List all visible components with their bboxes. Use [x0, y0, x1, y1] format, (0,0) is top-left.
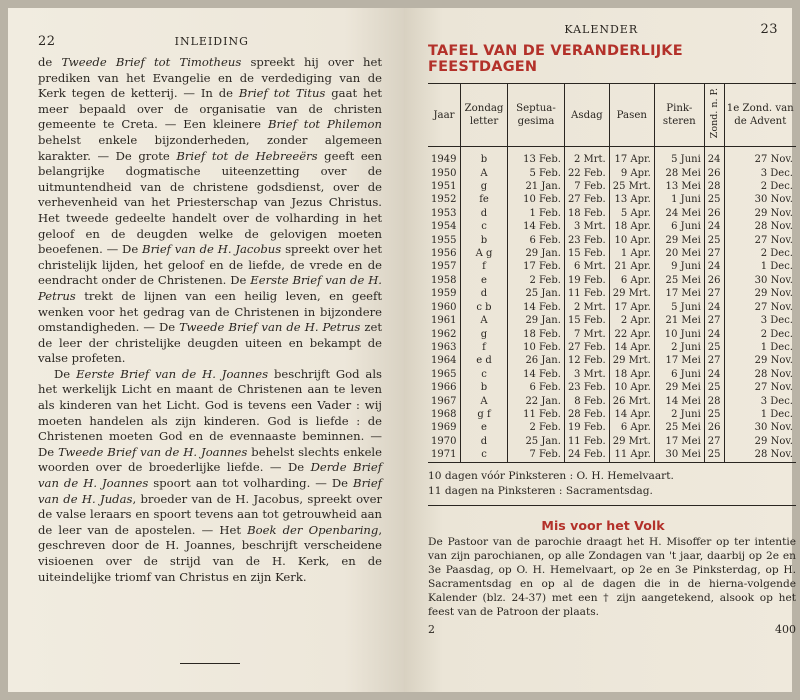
note-ascension: 10 dagen vóór Pinksteren : O. H. Hemelvaart.	[428, 469, 674, 482]
table-cell: 29 Mei	[654, 381, 704, 394]
table-cell: 11 Feb.	[508, 408, 565, 421]
table-cell: 2 Mrt.	[564, 301, 609, 314]
table-cell: 12 Feb.	[564, 354, 609, 367]
table-cell: 29 Mrt.	[609, 354, 654, 367]
table-cell: 29 Mrt.	[609, 287, 654, 300]
left-page	[8, 8, 404, 692]
table-cell: 2 Juni	[654, 341, 704, 354]
table-cell: 27	[704, 354, 724, 367]
column-header: 1e Zond. van de Advent	[724, 84, 796, 147]
italic-title-run: Brief tot de Hebreeërs	[176, 148, 318, 163]
table-cell: 14 Apr.	[609, 341, 654, 354]
table-cell: 24	[704, 220, 724, 233]
table-row	[428, 368, 796, 381]
mis-section-title: Mis voor het Volk	[541, 518, 665, 534]
table-cell: 1964	[431, 355, 457, 367]
table-cell: 26 Jan.	[508, 354, 565, 367]
feast-table	[428, 83, 796, 463]
text-run: , geschreven door de H. Joannes, beschrijft verscheidene visioenen over de strijd van de H. Kerk, en de uiteindelijke triomf van Christus en zijn Kerk.	[38, 522, 382, 584]
table-cell: 25	[704, 381, 724, 394]
table-cell: 1961	[431, 315, 457, 327]
table-cell: 27	[704, 314, 724, 327]
table-cell: 22 Jan.	[508, 395, 565, 408]
column-header: Zondag letter	[461, 84, 508, 147]
table-row	[428, 314, 796, 327]
table-cell: 14 Feb.	[508, 301, 565, 314]
table-cell: 25 Mei	[654, 274, 704, 287]
left-page-number: 22	[38, 34, 56, 49]
table-cell: 23 Feb.	[564, 381, 609, 394]
table-cell: 24 Mei	[654, 207, 704, 220]
table-cell: 15 Feb.	[564, 247, 609, 260]
text-run: behelst slechts enkele woorden over de broederlijke liefde. — De	[38, 444, 383, 475]
table-cell: 1950	[431, 167, 457, 179]
table-cell: 2 Feb.	[508, 421, 565, 434]
table-cell: 1 Juni	[654, 193, 704, 206]
table-row	[428, 180, 796, 193]
table-cell: 14 Apr.	[609, 408, 654, 421]
table-cell: 21 Apr.	[609, 260, 654, 273]
table-row	[428, 421, 796, 434]
table-cell: 25 Jan.	[508, 287, 565, 300]
table-cell: 17 Feb.	[508, 260, 565, 273]
table-cell: 26	[704, 274, 724, 287]
table-cell: 18 Feb.	[564, 207, 609, 220]
text-run: gaat het meer bepaald over de organisatie van de christen gemeente te Creta. — Een kleinere	[38, 86, 382, 132]
table-row	[428, 408, 796, 421]
table-cell: 1956	[431, 248, 457, 260]
text-run: zet de leer der christelijke deugden uiteen en bekampt de valse profeten.	[38, 320, 382, 366]
table-cell: 10 Apr.	[609, 234, 654, 247]
table-cell: 29 Mei	[654, 234, 704, 247]
text-run: behelst enkele bijzonderheden, zonder algemeen karakter. — De grote	[38, 132, 382, 163]
table-cell: 11 Apr.	[609, 448, 654, 462]
table-cell: 1954	[431, 221, 457, 233]
table-cell: g f	[461, 408, 508, 421]
table-cell: 29 Nov.	[724, 207, 796, 220]
table-cell: 18 Feb.	[508, 328, 565, 341]
table-cell: 13 Feb.	[508, 147, 565, 167]
table-cell: 1 Dec.	[724, 341, 796, 354]
table-cell: 6 Apr.	[609, 274, 654, 287]
table-cell: 6 Mrt.	[564, 260, 609, 273]
table-cell: c	[461, 368, 508, 381]
table-cell: 22 Apr.	[609, 328, 654, 341]
table-cell: 2 Dec.	[724, 328, 796, 341]
table-cell: 21 Mei	[654, 314, 704, 327]
table-cell: d	[461, 287, 508, 300]
table-cell: 28 Nov.	[724, 220, 796, 233]
table-cell: 5 Feb.	[508, 167, 565, 180]
table-cell: 29 Nov.	[724, 287, 796, 300]
table-cell: 9 Apr.	[609, 167, 654, 180]
table-row	[428, 435, 796, 448]
table-cell: 25 Jan.	[508, 435, 565, 448]
table-cell: 26	[704, 207, 724, 220]
table-row	[428, 328, 796, 341]
feast-table-body	[428, 147, 796, 462]
paragraph	[38, 55, 382, 367]
table-cell: 14 Mei	[654, 395, 704, 408]
table-cell: 6 Juni	[654, 220, 704, 233]
table-cell: 1958	[431, 274, 457, 286]
table-cell: 27 Feb.	[564, 193, 609, 206]
table-cell: 25 Mrt.	[609, 180, 654, 193]
table-notes	[428, 469, 778, 499]
table-cell: 5 Juni	[654, 301, 704, 314]
table-cell: 2 Dec.	[724, 180, 796, 193]
table-cell: 13 Apr.	[609, 193, 654, 206]
table-row	[428, 247, 796, 260]
table-cell: 10 Apr.	[609, 381, 654, 394]
table-cell: c b	[461, 301, 508, 314]
table-row	[428, 167, 796, 180]
italic-title-run: Boek der Openbaring	[247, 522, 379, 537]
table-row	[428, 193, 796, 206]
divider-rule	[428, 505, 796, 507]
table-cell: 1959	[431, 288, 457, 300]
table-cell: 30 Nov.	[724, 274, 796, 287]
column-header: Septua-gesima	[508, 84, 565, 147]
table-cell: d	[461, 435, 508, 448]
table-cell: 30 Nov.	[724, 193, 796, 206]
table-cell: 22 Feb.	[564, 167, 609, 180]
text-run: De	[54, 366, 77, 381]
table-cell: 2 Apr.	[609, 314, 654, 327]
signature-mark: 2	[428, 623, 435, 637]
table-cell: 1965	[431, 368, 457, 380]
table-row	[428, 395, 796, 408]
table-cell: 17 Mei	[654, 435, 704, 448]
table-cell: 1963	[431, 341, 457, 353]
left-body-text	[38, 55, 382, 585]
table-cell: 10 Feb.	[508, 193, 565, 206]
table-cell: 1 Apr.	[609, 247, 654, 260]
right-page	[404, 8, 796, 692]
table-cell: 1952	[431, 194, 457, 206]
table-cell: 24	[704, 301, 724, 314]
text-run: , broeder van de H. Jacobus, spreekt over de valse leraars en spoort tevens aan tot getrouwheid aan de leer van de apostelen. — Het	[38, 491, 382, 537]
table-cell: 29 Nov.	[724, 435, 796, 448]
table-cell: 24	[704, 368, 724, 381]
table-cell: 1970	[431, 435, 457, 447]
paragraph	[38, 367, 382, 585]
table-cell: A	[461, 395, 508, 408]
table-cell: 2 Dec.	[724, 247, 796, 260]
right-running-title: KALENDER	[564, 23, 639, 36]
table-cell: 28 Mei	[654, 167, 704, 180]
table-cell: 28	[704, 180, 724, 193]
italic-title-run: Brief tot Philemon	[267, 117, 382, 132]
right-page-number: 23	[760, 22, 778, 37]
table-cell: 29 Jan.	[508, 314, 565, 327]
table-row	[428, 147, 796, 167]
table-cell: e d	[461, 354, 508, 367]
table-cell: 18 Apr.	[609, 368, 654, 381]
feast-table-header	[428, 84, 796, 147]
table-cell: 29 Nov.	[724, 354, 796, 367]
table-cell: 10 Feb.	[508, 341, 565, 354]
table-cell: 1 Dec.	[724, 260, 796, 273]
table-cell: 7 Feb.	[564, 180, 609, 193]
table-cell: 30 Mei	[654, 448, 704, 462]
table-cell: 29 Mrt.	[609, 435, 654, 448]
table-row	[428, 274, 796, 287]
table-cell: 17 Mei	[654, 354, 704, 367]
table-cell: A	[461, 314, 508, 327]
table-cell: 27	[704, 435, 724, 448]
table-cell: b	[461, 234, 508, 247]
column-header: Pink-steren	[654, 84, 704, 147]
table-cell: 3 Dec.	[724, 395, 796, 408]
table-cell: c	[461, 448, 508, 462]
table-cell: 24	[704, 147, 724, 167]
table-cell: 1953	[431, 207, 457, 219]
note-corpus-christi: 11 dagen na Pinksteren : Sacramentsdag.	[428, 484, 653, 497]
table-cell: 1957	[431, 261, 457, 273]
table-cell: 15 Feb.	[564, 314, 609, 327]
italic-title-run: Eerste Brief van de H. Joannes	[76, 366, 269, 381]
table-row	[428, 260, 796, 273]
italic-title-run: Tweede Brief van de H. Joannes	[58, 444, 248, 459]
text-run: de	[38, 55, 62, 69]
table-cell: A	[461, 167, 508, 180]
left-running-head	[38, 34, 382, 49]
column-header-label: Zond. n. P.	[708, 88, 720, 139]
text-run: geeft een belangrijke dogmatische uiteenzetting over de uitmuntendheid van de christene godsdienst, over de verhevenheid van het Priesterschap van Jezus Christus. Het tweede gedeelte handelt over de volharding in het geloof en de deugden welke de gelovigen moeten beoefenen. — De	[38, 148, 383, 257]
table-cell: 11 Feb.	[564, 435, 609, 448]
table-cell: b	[461, 147, 508, 167]
table-cell: 27 Nov.	[724, 147, 796, 167]
italic-title-run: Eerste Brief van de H. Petrus	[38, 273, 382, 303]
table-cell: 11 Feb.	[564, 287, 609, 300]
table-cell: 28 Nov.	[724, 448, 796, 462]
table-cell: g	[461, 180, 508, 193]
table-row	[428, 301, 796, 314]
table-cell: g	[461, 328, 508, 341]
table-cell: 19 Feb.	[564, 274, 609, 287]
table-cell: 3 Mrt.	[564, 220, 609, 233]
left-running-title: INLEIDING	[174, 35, 249, 48]
book-spread	[8, 8, 796, 692]
right-page-footer	[428, 623, 796, 636]
table-cell: f	[461, 341, 508, 354]
table-cell: c	[461, 220, 508, 233]
table-cell: fe	[461, 193, 508, 206]
table-cell: 23 Feb.	[564, 234, 609, 247]
table-cell: 1951	[431, 181, 457, 193]
italic-title-run: Brief van de H. Jacobus	[142, 242, 282, 257]
table-cell: 17 Apr.	[609, 301, 654, 314]
text-run: spreekt hij over het prediken van het Evangelie en de verdediging van de Kerk tegen de ketterij. — In de	[38, 55, 383, 101]
table-cell: 25 Mei	[654, 421, 704, 434]
table-cell: 1955	[431, 234, 457, 246]
table-cell: 24	[704, 328, 724, 341]
table-cell: 1968	[431, 408, 457, 420]
table-cell: 13 Mei	[654, 180, 704, 193]
table-cell: b	[461, 381, 508, 394]
table-cell: 1962	[431, 328, 457, 340]
table-cell: 1969	[431, 422, 457, 434]
table-row	[428, 207, 796, 220]
table-cell: 6 Feb.	[508, 234, 565, 247]
column-header: Pasen	[609, 84, 654, 147]
table-cell: 17 Mei	[654, 287, 704, 300]
italic-title-run: Brief tot Titus	[238, 86, 326, 101]
table-cell: 25	[704, 341, 724, 354]
table-row	[428, 341, 796, 354]
table-cell: 25	[704, 234, 724, 247]
table-cell: 25	[704, 193, 724, 206]
italic-title-run: Derde Brief van de H. Joannes	[38, 460, 382, 491]
table-cell: 6 Feb.	[508, 381, 565, 394]
table-cell: 27 Feb.	[564, 341, 609, 354]
table-cell: 27	[704, 287, 724, 300]
table-row	[428, 287, 796, 300]
table-cell: e	[461, 421, 508, 434]
table-cell: 6 Juni	[654, 368, 704, 381]
table-cell: 26 Mrt.	[609, 395, 654, 408]
table-cell: 14 Feb.	[508, 220, 565, 233]
table-title: TAFEL VAN DE VERANDERLIJKE FEESTDAGEN	[428, 43, 683, 75]
table-cell: 28 Nov.	[724, 368, 796, 381]
print-number: 400	[775, 623, 796, 637]
table-cell: 10 Juni	[654, 328, 704, 341]
table-cell: 6 Apr.	[609, 421, 654, 434]
table-cell: 28	[704, 395, 724, 408]
text-run: beschrijft God als het werkelijk Licht en maant de Christenen aan te leven als kinderen van het Licht. God is tevens een Vader : wij moeten handelen als zijn kinderen. God is liefde : de Christenen moeten God en de evennaaste beminnen. — De	[38, 366, 383, 459]
table-cell: 27 Nov.	[724, 301, 796, 314]
table-cell: 2 Mrt.	[564, 147, 609, 167]
table-cell: e	[461, 274, 508, 287]
table-cell: 1 Dec.	[724, 408, 796, 421]
text-run: spoort aan tot volharding. — De	[148, 476, 354, 491]
table-cell: 3 Dec.	[724, 167, 796, 180]
table-cell: 1967	[431, 395, 457, 407]
table-cell: 7 Mrt.	[564, 328, 609, 341]
table-cell: 17 Apr.	[609, 147, 654, 167]
italic-title-run: Tweede Brief tot Timotheus	[61, 55, 242, 69]
table-cell: 25	[704, 408, 724, 421]
table-row	[428, 448, 796, 462]
table-cell: f	[461, 260, 508, 273]
table-cell: 1960	[431, 301, 457, 313]
table-cell: 9 Juni	[654, 260, 704, 273]
table-cell: 2 Feb.	[508, 274, 565, 287]
table-cell: 24	[704, 260, 724, 273]
table-cell: 19 Feb.	[564, 421, 609, 434]
table-cell: 2 Juni	[654, 408, 704, 421]
table-cell: 27	[704, 247, 724, 260]
text-run: trekt de lijnen van een heilig leven, en geeft wenken voor het gedrag van de Christenen in bijzondere omstandigheden. — De	[38, 288, 382, 335]
text-run: spreekt over het christelijk lijden, het geloof en de liefde, de vrede en de eendracht onder de Christenen. De	[38, 242, 383, 288]
table-cell: 1 Feb.	[508, 207, 565, 220]
table-cell: 1971	[431, 449, 457, 461]
right-running-head	[428, 22, 778, 37]
table-cell: 3 Dec.	[724, 314, 796, 327]
table-row	[428, 220, 796, 233]
table-cell: 26	[704, 167, 724, 180]
table-cell: 14 Feb.	[508, 368, 565, 381]
table-cell: 24 Feb.	[564, 448, 609, 462]
italic-title-run: Brief van de H. Judas	[38, 476, 382, 506]
table-cell: 27 Nov.	[724, 234, 796, 247]
table-cell: d	[461, 207, 508, 220]
italic-title-run: Tweede Brief van de H. Petrus	[179, 320, 361, 335]
table-cell: 21 Jan.	[508, 180, 565, 193]
table-row	[428, 354, 796, 367]
table-cell: 29 Jan.	[508, 247, 565, 260]
table-row	[428, 234, 796, 247]
table-cell: 20 Mei	[654, 247, 704, 260]
table-cell: 1949	[431, 154, 457, 166]
table-cell: 25	[704, 448, 724, 462]
table-cell: A g	[461, 247, 508, 260]
table-cell: 30 Nov.	[724, 421, 796, 434]
table-cell: 7 Feb.	[508, 448, 565, 462]
table-cell: 1966	[431, 382, 457, 394]
mis-section-text: De Pastoor van de parochie draagt het H. Misoffer op ter intentie van zijn parochianen, op alle Zondagen van 't jaar, daarbij op 2e en 3e Paasdag, op O. H. Hemelvaart, op 2e en 3e Pinksterdag, op H. Sacramentsdag en op al de dagen die in de hierna-volgende Kalender (blz. 24-37) met een † zijn aangetekend, alsook op het feest van de Patroon der plaats.	[428, 536, 796, 619]
section-end-rule	[180, 663, 240, 664]
table-cell: 3 Mrt.	[564, 368, 609, 381]
table-cell: 18 Apr.	[609, 220, 654, 233]
table-cell: 27 Nov.	[724, 381, 796, 394]
column-header: Jaar	[428, 84, 461, 147]
column-header	[704, 84, 724, 147]
table-cell: 26	[704, 421, 724, 434]
table-cell: 5 Apr.	[609, 207, 654, 220]
table-row	[428, 381, 796, 394]
table-cell: 8 Feb.	[564, 395, 609, 408]
table-cell: 5 Juni	[654, 147, 704, 167]
table-cell: 28 Feb.	[564, 408, 609, 421]
column-header: Asdag	[564, 84, 609, 147]
